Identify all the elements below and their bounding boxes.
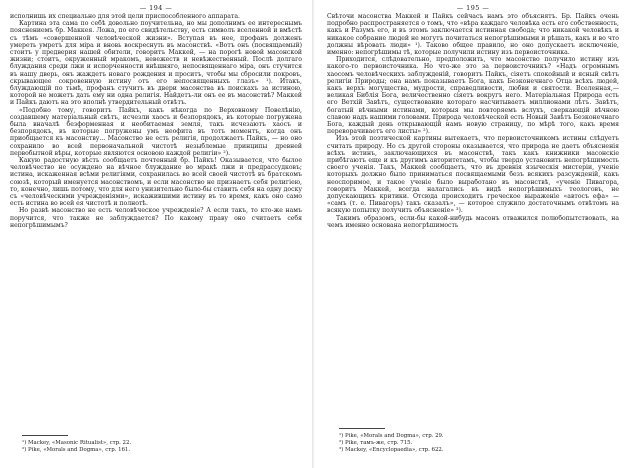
left-page-body: [10, 13, 302, 229]
left-footnotes: [10, 435, 302, 454]
right-footnote-1: ¹) Pike, «Morals and Dogma», стр. 29.: [339, 433, 444, 439]
right-page-number: — 195 —: [456, 4, 490, 12]
left-footnote-2: ²) Pike, «Morals and Dogma», стр. 161.: [22, 447, 131, 453]
left-paragraph-2: «Подобно тому, говоритъ Пайкъ, какъ нѣкогда по Верховному Повелѣнію, создавшему матеріальный свѣтъ, исчезли хаосъ и безпорядокъ, въ которые погружена была вначалѣ безформенная и необитаемая земля, такъ исчезаютъ хаосъ и безпорядокъ, въ которые погружены умъ неофита въ тотъ моментъ, когда онъ приобщается къ масонству... Масонство не есть религія, продолжаетъ Пайкъ, — но оно сохранило во всей первоначальной чистотѣ незыблемые принципы древней первобытной вѣры, которые являются основою каждой религіи» ²).: [10, 106, 302, 157]
left-page: [10, 4, 308, 466]
footnote-rule: [339, 428, 385, 429]
left-paragraph-3: Какую радостную вѣсть сообщаетъ почтенный бр. Пайкъ! Оказывается, что былое человѣчество не осуждено на вѣчное блуждание во мракѣ лжи и предрассудковъ; истина, искаженная всѣми религіями, сохранилась во всей своей чистотѣ въ братскомъ союзѣ, который именуется масонствомъ, и если масонство не признаетъ себя религіею, то, конечно, лишь потому, что для него унизительно было-бы ставить себя на одну доску съ «человѣческими учрежденіями», искажившими истину въ то время, какъ оно само есть истина во всей ея чистотѣ и полнотѣ.: [10, 157, 302, 208]
right-page: [321, 4, 619, 466]
left-paragraph-1: Картина эта сама по себѣ довольно поучительна, но мы дополнимъ ее интереснымъ пояснениемъ бр. Маккея. Ложа, по его свидѣтельству, есть символъ вселенной и вмѣстѣ съ тѣмъ «совершенной человѣческой жизни». Вступая въ нее, профанъ долженъ умереть умретъ для міра и вновь воскреснуть въ масонствѣ. «Вотъ онъ (посвящаемый) стоитъ у предверия нашей обители, говоритъ Маккей, — на порогѣ новой масонской жизни; стоитъ, окруженный мракомъ, невежеств и невѣжественный. Послѣ долгаго блуждания среди лжи и испорченности внѣшняго, непосвященнаго міра, онъ стучится въ нашу дверь, онъ жаждетъ новаго рождения и проситъ, чтобы мы сбросили покровъ, скрывающее сокровенную истину отъ его непосвященныхъ глазъ» ¹). Итакъ, блуждающій по тьмѣ, профанъ стучитъ въ двери масонства въ поискахъ за истиною, которой не можетъ дать ему ни одна религія. Найдетъ-ли онъ ее въ масонствѣ? Маккей и Пайкъ даютъ на это вполнѣ утвердительный отвѣтъ.: [10, 20, 302, 107]
right-paragraph-3: Изъ этой поэтической картины вытекаетъ, что первоисточникомъ истины слѣдуетъ считать природу. Но съ другой стороны оказывается, что природа не даетъ объясненія всѣхъ истинъ, заключающихся въ масонствѣ, такъ какъ книжники масонскіе прибѣгаютъ еще и къ другимъ авторитетамъ, чтобы твердо установить непогрѣшимость своего ученія. Такъ, Маккей сообщаетъ, что въ древнія языческія мистеріи, ученіе которыхъ должно было приниматься посвящаемыми безъ всякихъ разсужденій, какъ неоспоримое, и такое ученіе было выработано въ масонствѣ, «ученіе Пивагора, говоритъ Маккей, всегда налагались въ видѣ непогрѣшимыхъ теологовъ, не допускающихъ критики. Отсюда происходитъ греческое выраженіе «автосъ ефа» — «самъ (т. е. Пивагоръ) такъ сказалъ», — которое служило достаточнымъ отвѣтомъ на всякую попытку получить объясненіе» ³).: [327, 135, 619, 215]
footnote-rule: [22, 435, 68, 436]
right-footnote-2: ²) Pike, тамъ-же, стр. 715.: [339, 440, 413, 446]
left-footnote-1: ¹) Mackey, «Masonic Ritualist», стр. 22.: [22, 440, 132, 446]
left-top-line: исполнишь их специально для этой цели приспособленного аппарата.: [10, 13, 240, 20]
right-page-body: [327, 13, 619, 229]
right-footnotes: [327, 428, 619, 454]
left-paragraph-4: Но развѣ масонство не есть человѣческое учрежденіе? А если такъ, то кто-же намъ поручится, что также не заблуждается? По какому праву оно считаетъ себя непогрѣшимымъ?: [10, 207, 302, 229]
right-paragraph-4: Такимъ образомъ, если-бы какой-нибудь масонъ отважился полюбопытствовать, на чемъ именно основана непогрѣшимость: [327, 214, 619, 229]
right-paragraph-1: Свѣточи масонства Маккей и Пайкъ сейчасъ намъ это объяснятъ. Бр. Пайкъ очень подробно распространяется о томъ, что «вѣра каждаго человѣка есть его собственность, какъ и Разумъ его, и въ этомъ заключается истинная свобода; что никакой человѣкъ и никакое собрание людей не могутъ почитаться непогрѣшимыми и рѣшать, какъ и во что должны вѣровать люди» ¹). Таково общее правило, но оно допускаетъ исключеніе, именно: непогрѣшимы тѣ, которые получили истину изъ первоисточника.: [327, 13, 619, 57]
right-footnote-3: ³) Mackey, «Encyclopaedia», стр. 622.: [339, 447, 444, 453]
page-gutter: [312, 0, 314, 468]
left-page-number: — 194 —: [139, 4, 173, 12]
right-paragraph-2: Приходится, слѣдовательно, предположить, что масонство получило истину изъ какого-то первоисточника. Но что-же это за первоисточникъ? «Надъ огромнымъ хаосомъ человѣческихъ заблужденій, говоритъ Пайкъ, сіяетъ спокойный и ясный свѣтъ религіи Природы; она намъ показываетъ Бога, какъ Безконечнаго Отца всѣхъ людей, какъ верхъ могущества, мудрости, справедливости, любви и святости. Вселенная,—великая Библія Бога, величественно сіяетъ вокругъ него. Матеріальная Природа есть его Ветхій Завѣтъ, существование котораго насчитываетъ миллионами лѣтъ. Завѣтъ, богатый вѣчными истинами, которыя мы повторяемъ вслухъ, сверкающій вѣчною славою надъ нашими головами. Природа человѣческой есть Новый Завѣтъ Безконечнаго Бога, каждый день открывающій намъ новую страницу, по мѣрѣ того, какъ время переворачиваетъ его листы» ²).: [327, 56, 619, 136]
